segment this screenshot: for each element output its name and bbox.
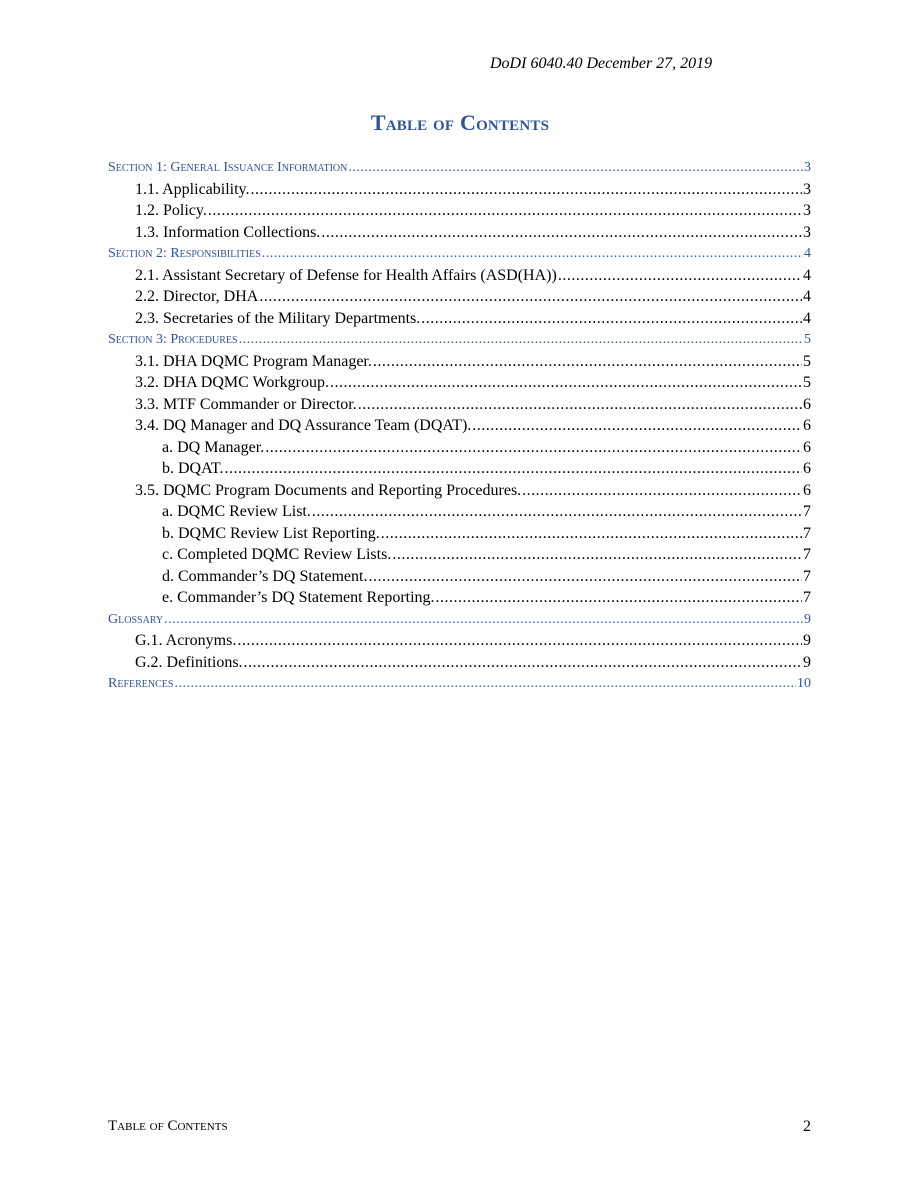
table-of-contents: [108, 157, 811, 695]
toc-entry-link[interactable]: [108, 501, 811, 523]
toc-page-number: 9: [803, 653, 811, 671]
dot-leader: [164, 609, 803, 631]
dot-leader: [312, 501, 802, 523]
toc-entry-label: Section 1: General Issuance Information: [108, 160, 348, 175]
dot-leader: [321, 222, 802, 244]
toc-entry-label: G.2. Definitions.: [135, 653, 243, 671]
toc-page-number: 7: [803, 503, 811, 520]
toc-entry-link[interactable]: [108, 200, 811, 222]
dot-leader: [224, 458, 802, 480]
toc-page-number: 5: [803, 352, 811, 370]
toc-entry-label: a. DQ Manager.: [162, 438, 265, 456]
toc-page-number: 9: [804, 611, 811, 627]
toc-entry-link[interactable]: [108, 415, 811, 437]
dot-leader: [239, 329, 803, 351]
toc-entry-link[interactable]: [108, 286, 811, 308]
toc-entry-link[interactable]: [108, 179, 811, 201]
toc-entry-label: 2.2. Director, DHA: [135, 288, 259, 305]
toc-entry-label: 1.3. Information Collections.: [135, 223, 321, 241]
toc-section-link[interactable]: [108, 157, 811, 179]
toc-page-number: 4: [803, 309, 811, 327]
toc-page-number: 7: [803, 589, 811, 606]
toc-entry-label: 1.2. Policy.: [135, 202, 207, 219]
toc-entry-label: a. DQMC Review List.: [162, 503, 311, 520]
toc-entry-link[interactable]: [108, 587, 811, 609]
dot-leader: [392, 544, 802, 566]
page-footer: [108, 1118, 811, 1136]
toc-entry-label: 3.2. DHA DQMC Workgroup.: [135, 374, 329, 391]
toc-section-link[interactable]: [108, 609, 811, 631]
toc-entry-label: e. Commander’s DQ Statement Reporting.: [162, 589, 435, 606]
toc-entry-link[interactable]: [108, 523, 811, 545]
dot-leader: [472, 415, 802, 437]
toc-page-number: 6: [803, 460, 811, 477]
toc-page-number: 6: [803, 438, 811, 456]
toc-section-link[interactable]: [108, 673, 811, 695]
toc-entry-label: 2.1. Assistant Secretary of Defense for Health Affairs (ASD(HA)): [135, 266, 557, 284]
dot-leader: [373, 351, 802, 373]
dot-leader: [381, 523, 802, 545]
dot-leader: [259, 286, 802, 308]
dot-leader: [262, 243, 803, 265]
toc-entry-link[interactable]: [108, 308, 811, 330]
toc-entry-link[interactable]: [108, 544, 811, 566]
toc-entry-label: c. Completed DQMC Review Lists.: [162, 546, 392, 563]
toc-entry-link[interactable]: [108, 265, 811, 287]
toc-page-number: 5: [804, 332, 811, 347]
dot-leader: [421, 308, 802, 330]
toc-entry-link[interactable]: [108, 372, 811, 394]
dot-leader: [251, 179, 802, 201]
toc-page-number: 6: [803, 417, 811, 434]
toc-page-number: 7: [803, 567, 811, 585]
dot-leader: [330, 372, 802, 394]
dot-leader: [522, 480, 802, 502]
dot-leader: [174, 673, 796, 695]
dot-leader: [348, 157, 803, 179]
page-number: 2: [803, 1118, 811, 1135]
dot-leader: [558, 265, 802, 287]
toc-entry-link[interactable]: [108, 222, 811, 244]
toc-page-number: 10: [797, 676, 811, 691]
toc-entry-label: 1.1. Applicability.: [135, 180, 250, 198]
toc-entry-link[interactable]: [108, 480, 811, 502]
page-title: Table of Contents: [370, 110, 550, 135]
toc-page-number: 4: [803, 288, 811, 305]
dot-leader: [208, 200, 802, 222]
toc-page-number: 3: [803, 202, 811, 219]
dot-leader: [237, 630, 802, 652]
dot-leader: [265, 437, 802, 459]
toc-entry-label: b. DQAT.: [162, 460, 224, 477]
toc-entry-link[interactable]: [108, 394, 811, 416]
toc-entry-link[interactable]: [108, 566, 811, 588]
document-reference-header: DoDI 6040.40 December 27, 2019: [490, 55, 713, 72]
toc-page-number: 5: [803, 374, 811, 391]
toc-page-number: 4: [804, 246, 811, 261]
toc-section-link[interactable]: [108, 243, 811, 265]
dot-leader: [368, 566, 802, 588]
toc-page-number: 6: [803, 395, 811, 413]
toc-page-number: 3: [803, 180, 811, 198]
dot-leader: [436, 587, 802, 609]
toc-entry-label: G.1. Acronyms.: [135, 632, 237, 649]
footer-label: Table of Contents: [108, 1118, 228, 1134]
toc-entry-link[interactable]: [108, 351, 811, 373]
toc-entry-label: b. DQMC Review List Reporting.: [162, 524, 380, 542]
dot-leader: [244, 652, 802, 674]
toc-entry-link[interactable]: [108, 437, 811, 459]
toc-entry-link[interactable]: [108, 458, 811, 480]
toc-page-number: 9: [803, 632, 811, 649]
toc-entry-label: 3.3. MTF Commander or Director.: [135, 395, 357, 413]
toc-entry-label: Section 3: Procedures: [108, 332, 238, 347]
toc-entry-label: Section 2: Responsibilities: [108, 246, 261, 261]
toc-entry-label: References: [108, 676, 174, 691]
toc-entry-link[interactable]: [108, 652, 811, 674]
toc-page-number: 7: [803, 524, 811, 542]
toc-section-link[interactable]: [108, 329, 811, 351]
toc-page-number: 3: [804, 160, 811, 175]
toc-page-number: 4: [803, 266, 811, 284]
toc-entry-label: 3.4. DQ Manager and DQ Assurance Team (DQAT).: [135, 417, 472, 434]
toc-entry-label: d. Commander’s DQ Statement.: [162, 567, 368, 585]
toc-page-number: 7: [803, 546, 811, 563]
toc-entry-label: 3.1. DHA DQMC Program Manager.: [135, 352, 372, 370]
dot-leader: [358, 394, 802, 416]
toc-page-number: 3: [803, 223, 811, 241]
toc-entry-label: 3.5. DQMC Program Documents and Reporting Procedures.: [135, 481, 522, 499]
toc-entry-label: 2.3. Secretaries of the Military Departments.: [135, 309, 421, 327]
toc-entry-link[interactable]: [108, 630, 811, 652]
toc-entry-label: Glossary: [108, 611, 164, 627]
toc-page-number: 6: [803, 481, 811, 499]
